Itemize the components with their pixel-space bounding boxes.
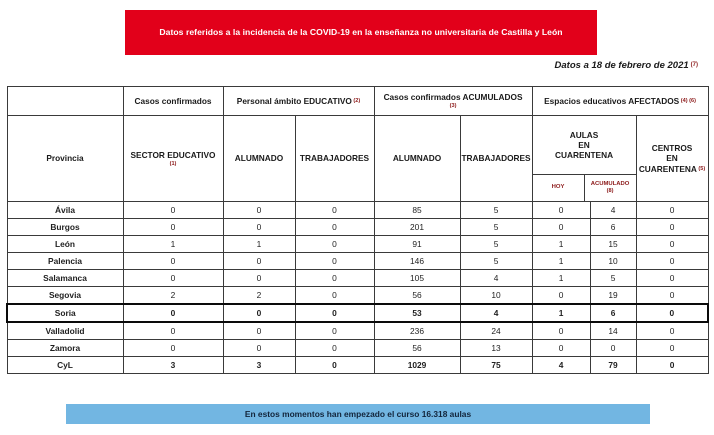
table-cell-alumnado: 0 xyxy=(223,322,295,340)
table-row xyxy=(7,304,708,322)
table-cell-aulas_hoy: 0 xyxy=(532,287,590,305)
report-date-footnote: (7) xyxy=(690,62,698,68)
table-row xyxy=(7,219,708,236)
aulas-cuarentena-subheader-row xyxy=(533,175,636,202)
table-cell-alumnado_acum: 56 xyxy=(374,340,460,357)
group-header-casos-acumulados-footnote: (3) xyxy=(449,103,457,110)
table-row xyxy=(7,287,708,305)
table-cell-centros: 0 xyxy=(636,357,708,374)
table-cell-trabajadores: 0 xyxy=(295,287,374,305)
table-cell-alumnado: 3 xyxy=(223,357,295,374)
table-cell-aulas_hoy: 1 xyxy=(532,304,590,322)
table-cell-sector_educativo: 3 xyxy=(123,357,223,374)
table-cell-provincia: Burgos xyxy=(7,219,123,236)
covid-title-banner xyxy=(125,10,597,55)
table-cell-trabajadores: 0 xyxy=(295,357,374,374)
table-cell-centros: 0 xyxy=(636,253,708,270)
table-cell-alumnado_acum: 105 xyxy=(374,270,460,287)
column-header-aulas-acumulado-footnote: (8) xyxy=(606,188,614,195)
column-header-aulas-en-cuarentena xyxy=(532,116,636,202)
table-cell-aulas_acum: 10 xyxy=(590,253,636,270)
group-header-espacios-footnote: (4) (6) xyxy=(680,98,696,105)
table-cell-alumnado_acum: 85 xyxy=(374,202,460,219)
table-cell-aulas_acum: 0 xyxy=(590,340,636,357)
table-cell-sector_educativo: 2 xyxy=(123,287,223,305)
column-header-centros-footnote: (5) xyxy=(698,166,706,173)
table-row xyxy=(7,340,708,357)
footer-banner xyxy=(66,404,650,424)
column-header-centros-line2: EN xyxy=(666,153,678,164)
table-cell-trabajadores_acum: 5 xyxy=(460,219,532,236)
table-cell-trabajadores_acum: 5 xyxy=(460,253,532,270)
table-cell-alumnado_acum: 236 xyxy=(374,322,460,340)
table-cell-trabajadores: 0 xyxy=(295,340,374,357)
table-row xyxy=(7,322,708,340)
column-header-aulas-hoy xyxy=(533,175,585,202)
column-header-aulas-acumulado-label: ACUMULADO xyxy=(590,180,630,187)
table-cell-centros: 0 xyxy=(636,236,708,253)
table-column-header-row xyxy=(7,116,708,202)
footer-banner-text: En estos momentos han empezado el curso 16.318 aulas xyxy=(244,409,472,419)
table-cell-alumnado: 1 xyxy=(223,236,295,253)
table-cell-aulas_acum: 6 xyxy=(590,219,636,236)
table-cell-provincia: Segovia xyxy=(7,287,123,305)
table-cell-trabajadores: 0 xyxy=(295,202,374,219)
table-row xyxy=(7,357,708,374)
table-cell-provincia: CyL xyxy=(7,357,123,374)
table-cell-centros: 0 xyxy=(636,322,708,340)
table-cell-aulas_hoy: 0 xyxy=(532,202,590,219)
table-cell-provincia: Zamora xyxy=(7,340,123,357)
aulas-cuarentena-title-cell xyxy=(533,116,636,175)
table-cell-aulas_hoy: 1 xyxy=(532,253,590,270)
group-header-casos-confirmados xyxy=(123,87,223,116)
column-header-trabajadores-acumulado xyxy=(460,116,532,202)
column-header-aulas-hoy-label: HOY xyxy=(551,184,565,191)
table-cell-trabajadores: 0 xyxy=(295,270,374,287)
table-cell-provincia: León xyxy=(7,236,123,253)
table-cell-centros: 0 xyxy=(636,202,708,219)
column-header-provincia xyxy=(7,116,123,202)
table-group-header-row xyxy=(7,87,708,116)
table-row xyxy=(7,236,708,253)
table-cell-provincia: Ávila xyxy=(7,202,123,219)
column-header-centros-line1: CENTROS xyxy=(651,143,693,154)
column-header-alumnado-personal xyxy=(223,116,295,202)
table-cell-trabajadores_acum: 24 xyxy=(460,322,532,340)
aulas-cuarentena-title-row xyxy=(533,116,636,175)
table-cell-aulas_acum: 19 xyxy=(590,287,636,305)
table-cell-provincia: Salamanca xyxy=(7,270,123,287)
table-cell-alumnado: 0 xyxy=(223,270,295,287)
covid-education-table-wrapper xyxy=(6,86,709,374)
column-header-trabajadores-personal-label: TRABAJADORES xyxy=(299,153,370,164)
table-cell-sector_educativo: 0 xyxy=(123,304,223,322)
column-header-centros-en-cuarentena xyxy=(636,116,708,202)
table-cell-trabajadores: 0 xyxy=(295,236,374,253)
column-header-sector-educativo xyxy=(123,116,223,202)
table-cell-sector_educativo: 0 xyxy=(123,202,223,219)
table-cell-sector_educativo: 0 xyxy=(123,253,223,270)
table-cell-trabajadores_acum: 4 xyxy=(460,304,532,322)
column-header-alumnado-acumulado-label: ALUMNADO xyxy=(392,153,442,164)
table-cell-sector_educativo: 0 xyxy=(123,322,223,340)
table-cell-aulas_acum: 79 xyxy=(590,357,636,374)
table-cell-provincia: Palencia xyxy=(7,253,123,270)
table-cell-aulas_hoy: 4 xyxy=(532,357,590,374)
table-cell-trabajadores_acum: 10 xyxy=(460,287,532,305)
table-cell-alumnado_acum: 91 xyxy=(374,236,460,253)
group-header-casos-acumulados-label: Casos confirmados ACUMULADOS xyxy=(383,92,523,103)
aulas-cuarentena-line2: EN xyxy=(578,139,590,150)
table-cell-alumnado: 0 xyxy=(223,340,295,357)
table-cell-trabajadores: 0 xyxy=(295,322,374,340)
aulas-cuarentena-inner-table xyxy=(533,116,636,201)
table-cell-trabajadores_acum: 5 xyxy=(460,202,532,219)
table-cell-trabajadores_acum: 4 xyxy=(460,270,532,287)
column-header-trabajadores-personal xyxy=(295,116,374,202)
table-cell-centros: 0 xyxy=(636,270,708,287)
group-header-personal-ambito-educativo xyxy=(223,87,374,116)
table-cell-centros: 0 xyxy=(636,340,708,357)
table-cell-aulas_hoy: 0 xyxy=(532,219,590,236)
table-cell-aulas_hoy: 0 xyxy=(532,322,590,340)
table-cell-aulas_acum: 4 xyxy=(590,202,636,219)
column-header-sector-educativo-label: SECTOR EDUCATIVO xyxy=(130,149,216,160)
table-cell-alumnado: 2 xyxy=(223,287,295,305)
group-header-spacer xyxy=(7,87,123,116)
table-cell-trabajadores_acum: 13 xyxy=(460,340,532,357)
report-date-line xyxy=(555,60,698,71)
table-cell-provincia: Soria xyxy=(7,304,123,322)
banner-title-text: Datos referidos a la incidencia de la COVID-19 en la enseñanza no universitaria de Castilla y León xyxy=(159,27,563,38)
table-cell-aulas_acum: 6 xyxy=(590,304,636,322)
table-cell-trabajadores_acum: 75 xyxy=(460,357,532,374)
column-header-provincia-label: Provincia xyxy=(46,153,84,164)
table-cell-aulas_acum: 5 xyxy=(590,270,636,287)
group-header-casos-confirmados-label: Casos confirmados xyxy=(134,95,212,106)
column-header-alumnado-acumulado xyxy=(374,116,460,202)
table-cell-trabajadores: 0 xyxy=(295,219,374,236)
table-cell-alumnado: 0 xyxy=(223,253,295,270)
table-cell-sector_educativo: 1 xyxy=(123,236,223,253)
table-cell-centros: 0 xyxy=(636,219,708,236)
covid-education-table xyxy=(6,86,709,374)
column-header-aulas-acumulado xyxy=(584,175,636,202)
table-cell-aulas_hoy: 0 xyxy=(532,340,590,357)
group-header-personal-ambito-label: Personal ámbito EDUCATIVO xyxy=(236,95,352,106)
table-cell-trabajadores: 0 xyxy=(295,304,374,322)
table-cell-sector_educativo: 0 xyxy=(123,219,223,236)
table-cell-alumnado_acum: 53 xyxy=(374,304,460,322)
table-cell-alumnado_acum: 56 xyxy=(374,287,460,305)
table-cell-alumnado_acum: 201 xyxy=(374,219,460,236)
table-row xyxy=(7,270,708,287)
table-cell-alumnado: 0 xyxy=(223,304,295,322)
table-cell-aulas_acum: 15 xyxy=(590,236,636,253)
table-cell-centros: 0 xyxy=(636,287,708,305)
table-cell-trabajadores_acum: 5 xyxy=(460,236,532,253)
table-cell-trabajadores: 0 xyxy=(295,253,374,270)
column-header-centros-line3: CUARENTENA xyxy=(638,163,697,174)
table-cell-alumnado: 0 xyxy=(223,202,295,219)
column-header-trabajadores-acumulado-label: TRABAJADORES xyxy=(461,153,531,164)
column-header-sector-educativo-footnote: (1) xyxy=(169,160,177,167)
group-header-espacios-educativos-afectados xyxy=(532,87,708,116)
aulas-cuarentena-line1: AULAS xyxy=(569,129,599,140)
table-cell-alumnado_acum: 1029 xyxy=(374,357,460,374)
table-row xyxy=(7,253,708,270)
aulas-cuarentena-line3: CUARENTENA xyxy=(554,150,614,161)
table-cell-sector_educativo: 0 xyxy=(123,340,223,357)
group-header-casos-acumulados xyxy=(374,87,532,116)
group-header-espacios-label: Espacios educativos AFECTADOS xyxy=(544,95,680,106)
group-header-personal-ambito-footnote: (2) xyxy=(353,98,361,105)
table-row xyxy=(7,202,708,219)
table-body xyxy=(7,202,708,374)
table-cell-centros: 0 xyxy=(636,304,708,322)
table-cell-aulas_acum: 14 xyxy=(590,322,636,340)
table-cell-sector_educativo: 0 xyxy=(123,270,223,287)
column-header-alumnado-personal-label: ALUMNADO xyxy=(234,153,284,164)
report-date-text: Datos a 18 de febrero de 2021 xyxy=(554,60,689,71)
table-cell-alumnado: 0 xyxy=(223,219,295,236)
table-cell-provincia: Valladolid xyxy=(7,322,123,340)
table-cell-aulas_hoy: 1 xyxy=(532,236,590,253)
table-cell-aulas_hoy: 1 xyxy=(532,270,590,287)
table-cell-alumnado_acum: 146 xyxy=(374,253,460,270)
